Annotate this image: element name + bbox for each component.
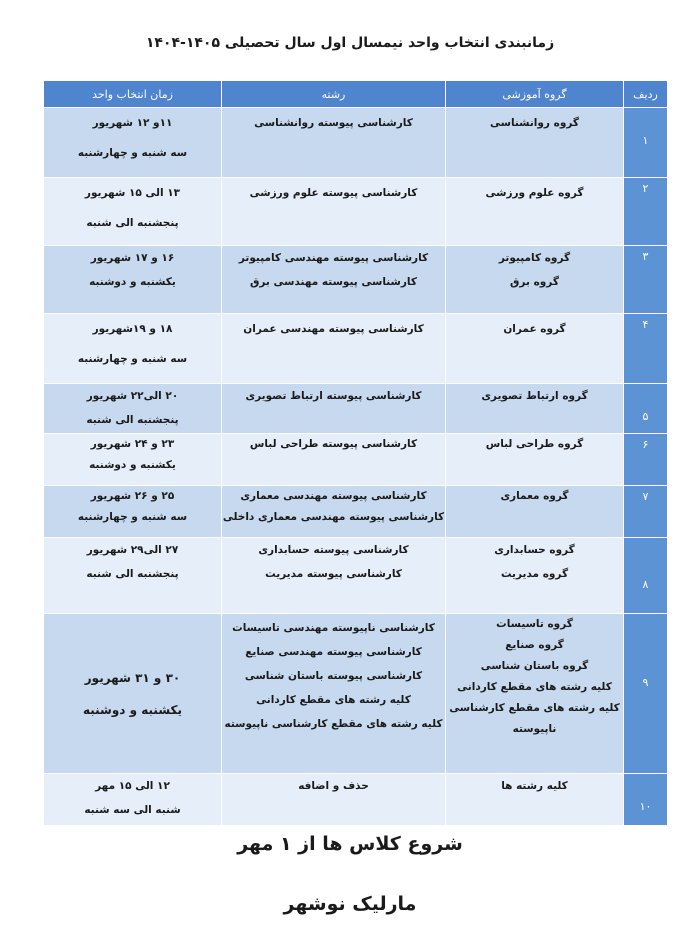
time-cell: [44, 246, 222, 314]
group-line: گروه مدیریت: [500, 568, 569, 580]
header-group: گروه آموزشی: [446, 81, 624, 108]
row-number: ۷: [642, 490, 649, 503]
header-major: رشته: [222, 81, 446, 108]
row-number: ۴: [642, 318, 649, 331]
row-number-cell: [624, 614, 668, 774]
group-cell: [446, 384, 624, 434]
row-number-cell: [624, 486, 668, 538]
time-line: ۱۱و ۱۲ شهریور: [92, 117, 173, 129]
row-number: ۵: [642, 410, 649, 423]
group-line: گروه عمران: [503, 323, 566, 335]
group-line: ناپیوسته: [512, 723, 557, 735]
row-number-cell: [624, 178, 668, 246]
table-row: [44, 614, 668, 774]
row-number: ۶: [642, 438, 649, 451]
major-line: کارشناسی پیوسته مهندسی معماری: [240, 490, 427, 502]
row-number-cell: [624, 538, 668, 614]
row-number: ۹: [642, 676, 649, 689]
group-line: گروه تاسیسات: [496, 618, 573, 630]
time-line: پنجشنبه الی شنبه: [86, 414, 179, 426]
group-line: گروه ارتباط تصویری: [481, 390, 588, 402]
row-number-cell: [624, 314, 668, 384]
major-cell: [222, 178, 446, 246]
major-cell: [222, 384, 446, 434]
group-line: گروه علوم ورزشی: [485, 187, 584, 199]
major-line: کارشناسی پیوسته طراحی لباس: [249, 438, 418, 450]
group-line: کلیه رشته های مقطع کارشناسی: [449, 702, 620, 714]
time-line: ۱۸ و ۱۹شهریور: [92, 323, 173, 335]
group-line: گروه کامپیوتر: [498, 252, 571, 264]
row-number: ۱: [642, 134, 649, 147]
header-time: زمان انتخاب واحد: [44, 81, 222, 108]
major-line: کارشناسی پیوسته روانشناسی: [254, 117, 413, 129]
major-cell: [222, 314, 446, 384]
major-line: کارشناسی پیوسته مهندسی صنایع: [245, 646, 422, 658]
table-row: [44, 486, 668, 538]
time-cell: [44, 314, 222, 384]
table-row: [44, 108, 668, 178]
major-line: کارشناسی پیوسته علوم ورزشی: [249, 187, 418, 199]
time-cell: [44, 538, 222, 614]
page-title: زمانبندی انتخاب واحد نیمسال اول سال تحصیلی ۱۴۰۵-۱۴۰۴: [145, 35, 555, 51]
major-cell: [222, 108, 446, 178]
row-number-cell: [624, 384, 668, 434]
time-line: ۳۰ و ۳۱ شهریور: [84, 670, 181, 685]
time-cell: [44, 178, 222, 246]
major-cell: [222, 434, 446, 486]
group-cell: [446, 774, 624, 826]
time-cell: [44, 384, 222, 434]
row-number-cell: [624, 774, 668, 826]
major-line: کارشناسی پیوسته ارتباط تصویری: [245, 390, 422, 402]
time-line: یکشنبه و دوشنبه: [89, 459, 176, 471]
group-cell: [446, 178, 624, 246]
major-line: کلیه رشته های مقطع کاردانی: [256, 694, 411, 706]
time-line: ۱۳ الی ۱۵ شهریور: [84, 187, 181, 199]
time-cell: [44, 434, 222, 486]
group-line: گروه روانشناسی: [490, 117, 579, 129]
classes-start-note: شروع کلاس ها از ۱ مهر: [237, 833, 463, 855]
table-row: [44, 538, 668, 614]
major-cell: [222, 538, 446, 614]
major-cell: [222, 614, 446, 774]
time-cell: [44, 486, 222, 538]
group-line: گروه حسابداری: [494, 544, 575, 556]
group-cell: [446, 434, 624, 486]
major-line: کارشناسی پیوسته مهندسی عمران: [243, 323, 424, 335]
time-line: ۲۵ و ۲۶ شهریور: [90, 490, 175, 502]
row-number-cell: [624, 108, 668, 178]
group-cell: [446, 108, 624, 178]
group-cell: [446, 538, 624, 614]
major-cell: [222, 774, 446, 826]
time-line: ۲۳ و ۲۴ شهریور: [90, 438, 175, 450]
group-line: کلیه رشته ها: [501, 780, 568, 792]
group-line: گروه طراحی لباس: [485, 438, 584, 450]
group-cell: [446, 486, 624, 538]
row-number-cell: [624, 246, 668, 314]
row-number-cell: [624, 434, 668, 486]
major-line: کارشناسی پیوسته مهندسی برق: [250, 276, 417, 288]
major-line: کارشناسی پیوسته مهندسی کامپیوتر: [238, 252, 429, 264]
group-line: گروه معماری: [500, 490, 569, 502]
time-line: پنجشنبه الی شنبه: [86, 568, 179, 580]
group-line: گروه باستان شناسی: [480, 660, 589, 672]
row-number: ۱۰: [639, 800, 652, 813]
institution-name: مارلیک نوشهر: [283, 893, 417, 915]
time-line: شنبه الی سه شنبه: [84, 804, 181, 816]
time-cell: [44, 614, 222, 774]
table-row: [44, 178, 668, 246]
group-line: گروه برق: [510, 276, 559, 288]
group-line: گروه صنایع: [505, 639, 564, 651]
major-line: حذف و اضافه: [298, 780, 369, 792]
major-line: کارشناسی پیوسته مدیریت: [265, 568, 402, 580]
time-line: ۱۶ و ۱۷ شهریور: [90, 252, 175, 264]
major-line: کارشناسی پیوسته مهندسی معماری داخلی: [222, 511, 445, 523]
major-cell: [222, 246, 446, 314]
time-line: پنجشنبه الی شنبه: [86, 217, 179, 229]
table-row: [44, 434, 668, 486]
table-row: [44, 246, 668, 314]
time-line: سه شنبه و چهارشنبه: [77, 511, 188, 523]
major-line: کلیه رشته های مقطع کارشناسی ناپیوسته: [224, 718, 443, 730]
schedule-table: [43, 80, 668, 826]
major-line: کارشناسی ناپیوسته مهندسی تاسیسات: [232, 622, 435, 634]
time-cell: [44, 774, 222, 826]
row-number: ۳: [642, 250, 649, 263]
table-row: [44, 384, 668, 434]
group-line: کلیه رشته های مقطع کاردانی: [457, 681, 612, 693]
row-number: ۲: [642, 182, 649, 195]
group-cell: [446, 314, 624, 384]
time-line: سه شنبه و چهارشنبه: [77, 353, 188, 365]
time-line: ۲۷ الی۲۹ شهریور: [86, 544, 179, 556]
major-cell: [222, 486, 446, 538]
schedule-body: [44, 108, 668, 826]
header-row: [44, 81, 668, 108]
table-row: [44, 314, 668, 384]
time-line: ۱۲ الی ۱۵ مهر: [95, 780, 170, 792]
major-line: کارشناسی پیوسته باستان شناسی: [244, 670, 423, 682]
table-row: [44, 774, 668, 826]
header-row-number: ردیف: [624, 81, 668, 108]
group-cell: [446, 246, 624, 314]
row-number: ۸: [642, 578, 649, 591]
time-line: یکشنبه و دوشنبه: [82, 702, 183, 717]
time-cell: [44, 108, 222, 178]
time-line: ۲۰ الی۲۲ شهریور: [86, 390, 179, 402]
group-cell: [446, 614, 624, 774]
major-line: کارشناسی پیوسته حسابداری: [258, 544, 409, 556]
time-line: سه شنبه و چهارشنبه: [77, 147, 188, 159]
time-line: یکشنبه و دوشنبه: [89, 276, 176, 288]
